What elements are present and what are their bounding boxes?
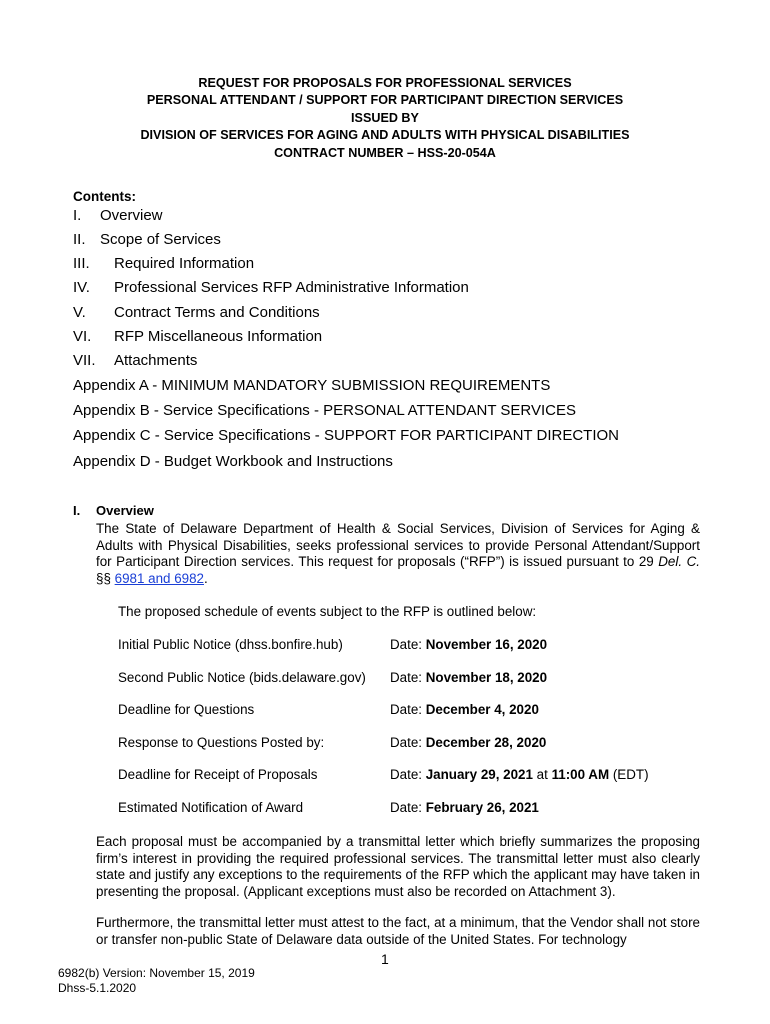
overview-paragraph — [96, 521, 700, 587]
toc-item-text: Attachments — [114, 352, 198, 369]
schedule-date: December 28, 2020 — [425, 735, 547, 750]
header-line-issued-by: ISSUED BY — [351, 110, 419, 125]
toc-item — [73, 207, 163, 225]
toc-item-number: VI. — [73, 328, 92, 345]
toc-item-number: IV. — [73, 279, 90, 296]
schedule-date: November 16, 2020 — [425, 637, 548, 652]
toc-item-text: Scope of Services — [100, 231, 221, 248]
schedule-date: January 29, 2021 — [425, 767, 533, 782]
contents-title: Contents: — [73, 189, 136, 204]
schedule-event: Initial Public Notice (dhss.bonfire.hub) — [118, 637, 343, 652]
toc-appendix-d — [73, 453, 393, 471]
schedule-intro: The proposed schedule of events subject to the RFP is outlined below: — [118, 604, 537, 619]
toc-item-text: Professional Services RFP Administrative Information — [114, 279, 469, 296]
schedule-row — [118, 767, 649, 782]
section-number: I. — [73, 503, 81, 518]
toc-item — [73, 279, 469, 297]
toc-item-text: Appendix D - Budget Workbook and Instructions — [73, 453, 393, 470]
timezone: (EDT) — [609, 767, 649, 782]
toc-item — [73, 304, 320, 322]
header-line-contract-number: CONTRACT NUMBER – HSS-20-054A — [274, 145, 496, 160]
data-storage-paragraph: Furthermore, the transmittal letter must attest to the fact, at a minimum, that the Vendor shall not store or transfer non-public State of Delaware data outside of the United States. For technology — [96, 915, 700, 947]
section-title: Overview — [96, 503, 154, 518]
date-prefix: Date: — [390, 637, 426, 652]
schedule-event: Second Public Notice (bids.delaware.gov) — [118, 670, 366, 685]
toc-item-text: Contract Terms and Conditions — [114, 304, 320, 321]
toc-item-text: Appendix A - MINIMUM MANDATORY SUBMISSION REQUIREMENTS — [73, 377, 551, 394]
date-prefix: Date: — [390, 735, 426, 750]
paragraph-text: The State of Delaware Department of Health & Social Services, Division of Services for Aging & Adults with Physical Disabilities, seeks professional services to provide Personal Attendant/Support for Participant Direction services. This request for proposals (“RFP”) is issued pursuant to 29 — [96, 521, 700, 570]
date-prefix: Date: — [390, 767, 426, 782]
toc-appendix-c — [73, 427, 619, 445]
toc-item-number: V. — [73, 304, 86, 321]
schedule-event: Deadline for Questions — [118, 702, 255, 717]
toc-item-number: II. — [73, 231, 86, 248]
schedule-row — [118, 702, 539, 717]
schedule-date: February 26, 2021 — [425, 800, 539, 815]
date-prefix: Date: — [390, 702, 426, 717]
document-header — [60, 75, 710, 162]
date-connector: at — [532, 767, 552, 782]
header-line-title: REQUEST FOR PROPOSALS FOR PROFESSIONAL SERVICES — [198, 76, 572, 90]
schedule-date: November 18, 2020 — [425, 670, 548, 685]
toc-item-number: III. — [73, 255, 90, 272]
footer-version: 6982(b) Version: November 15, 2019 — [58, 966, 255, 980]
toc-appendix-a — [73, 377, 550, 395]
schedule-row — [118, 637, 547, 652]
date-prefix: Date: — [390, 670, 426, 685]
toc-item — [73, 352, 197, 370]
toc-item — [73, 255, 254, 273]
schedule-event: Deadline for Receipt of Proposals — [118, 767, 318, 782]
section-heading-overview — [73, 503, 154, 518]
schedule-time: 11:00 AM — [551, 767, 610, 782]
date-prefix: Date: — [390, 800, 426, 815]
schedule-event: Estimated Notification of Award — [118, 800, 304, 815]
schedule-row — [118, 670, 547, 685]
toc-item-text: Required Information — [114, 255, 255, 272]
schedule-row — [118, 735, 546, 750]
toc-appendix-b — [73, 402, 576, 420]
page-number: 1 — [381, 951, 389, 967]
toc-item-text: RFP Miscellaneous Information — [114, 328, 323, 345]
footer-code: Dhss-5.1.2020 — [58, 981, 137, 995]
header-line-subtitle: PERSONAL ATTENDANT / SUPPORT FOR PARTICIPANT DIRECTION SERVICES — [146, 93, 624, 108]
toc-item-number: VII. — [73, 352, 96, 369]
toc-item — [73, 328, 322, 346]
toc-item-text: Overview — [100, 207, 163, 224]
toc-item-text: Appendix C - Service Specifications - SUPPORT FOR PARTICIPANT DIRECTION — [73, 427, 619, 444]
statute-citation: Del. C. — [658, 554, 700, 570]
toc-item-number: I. — [73, 207, 82, 224]
toc-item-text: Appendix B - Service Specifications - PERSONAL ATTENDANT SERVICES — [73, 402, 576, 419]
header-line-division: DIVISION OF SERVICES FOR AGING AND ADULTS WITH PHYSICAL DISABILITIES — [140, 128, 630, 143]
toc-item — [73, 231, 221, 249]
schedule-row — [118, 800, 539, 815]
statute-link[interactable]: 6981 and 6982 — [114, 570, 204, 586]
transmittal-paragraph: Each proposal must be accompanied by a transmittal letter which briefly summarizes the proposing firm’s interest in providing the required professional services. The transmittal letter must also clearly state and justify any exceptions to the requirements of the RFP which the applicant may have taken in presenting the proposal. (Applicant exceptions must also be recorded on Attachment 3). — [96, 834, 700, 899]
schedule-event: Response to Questions Posted by: — [118, 735, 325, 750]
paragraph-text: . — [204, 570, 208, 586]
paragraph-text: §§ — [96, 570, 115, 586]
schedule-date: December 4, 2020 — [425, 702, 539, 717]
